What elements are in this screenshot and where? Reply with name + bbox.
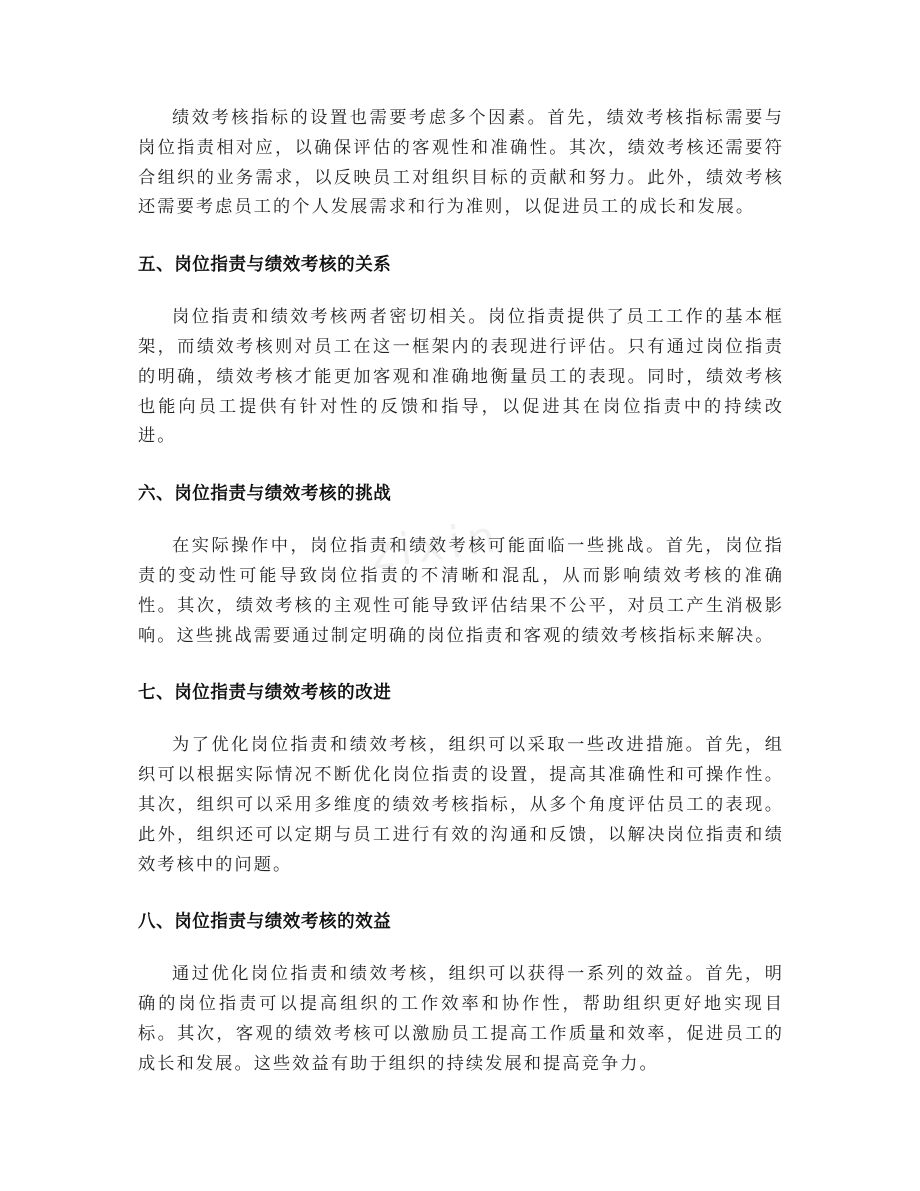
section-heading-5: 五、岗位指责与绩效考核的关系 <box>138 255 392 276</box>
section-paragraph-6: 在实际操作中，岗位指责和绩效考核可能面临一些挑战。首先，岗位指责的变动性可能导致岗位指责的不清晰和混乱，从而影响绩效考核的准确性。其次，绩效考核的主观性可能导致评估结果不公平，对员工产生消极影响。这些挑战需要通过制定明确的岗位指责和客观的绩效考核指标来解决。 <box>138 536 784 646</box>
section-heading-8: 八、岗位指责与绩效考核的效益 <box>138 912 392 933</box>
document-page <box>138 104 784 1080</box>
section-paragraph-8: 通过优化岗位指责和绩效考核，组织可以获得一系列的效益。首先，明确的岗位指责可以提高组织的工作效率和协作性，帮助组织更好地实现目标。其次，客观的绩效考核可以激励员工提高工作质量和效率，促进员工的成长和发展。这些效益有助于组织的持续发展和提高竞争力。 <box>138 964 784 1074</box>
section-paragraph-5: 岗位指责和绩效考核两者密切相关。岗位指责提供了员工工作的基本框架，而绩效考核则对员工在这一框架内的表现进行评估。只有通过岗位指责的明确，绩效考核才能更加客观和准确地衡量员工的表现。同时，绩效考核也能向员工提供有针对性的反馈和指导，以促进其在岗位指责中的持续改进。 <box>138 307 784 447</box>
watermark-text: zixin <box>367 511 505 580</box>
section-paragraph-7: 为了优化岗位指责和绩效考核，组织可以采取一些改进措施。首先，组织可以根据实际情况不断优化岗位指责的设置，提高其准确性和可操作性。其次，组织可以采用多维度的绩效考核指标，从多个角度评估员工的表现。此外，组织还可以定期与员工进行有效的沟通和反馈，以解决岗位指责和绩效考核中的问题。 <box>138 735 784 875</box>
section-heading-6: 六、岗位指责与绩效考核的挑战 <box>138 484 392 505</box>
section-heading-7: 七、岗位指责与绩效考核的改进 <box>138 683 392 704</box>
intro-paragraph: 绩效考核指标的设置也需要考虑多个因素。首先，绩效考核指标需要与岗位指责相对应，以确保评估的客观性和准确性。其次，绩效考核还需要符合组织的业务需求，以反映员工对组织目标的贡献和努力。此外，绩效考核还需要考虑员工的个人发展需求和行为准则，以促进员工的成长和发展。 <box>138 108 784 218</box>
